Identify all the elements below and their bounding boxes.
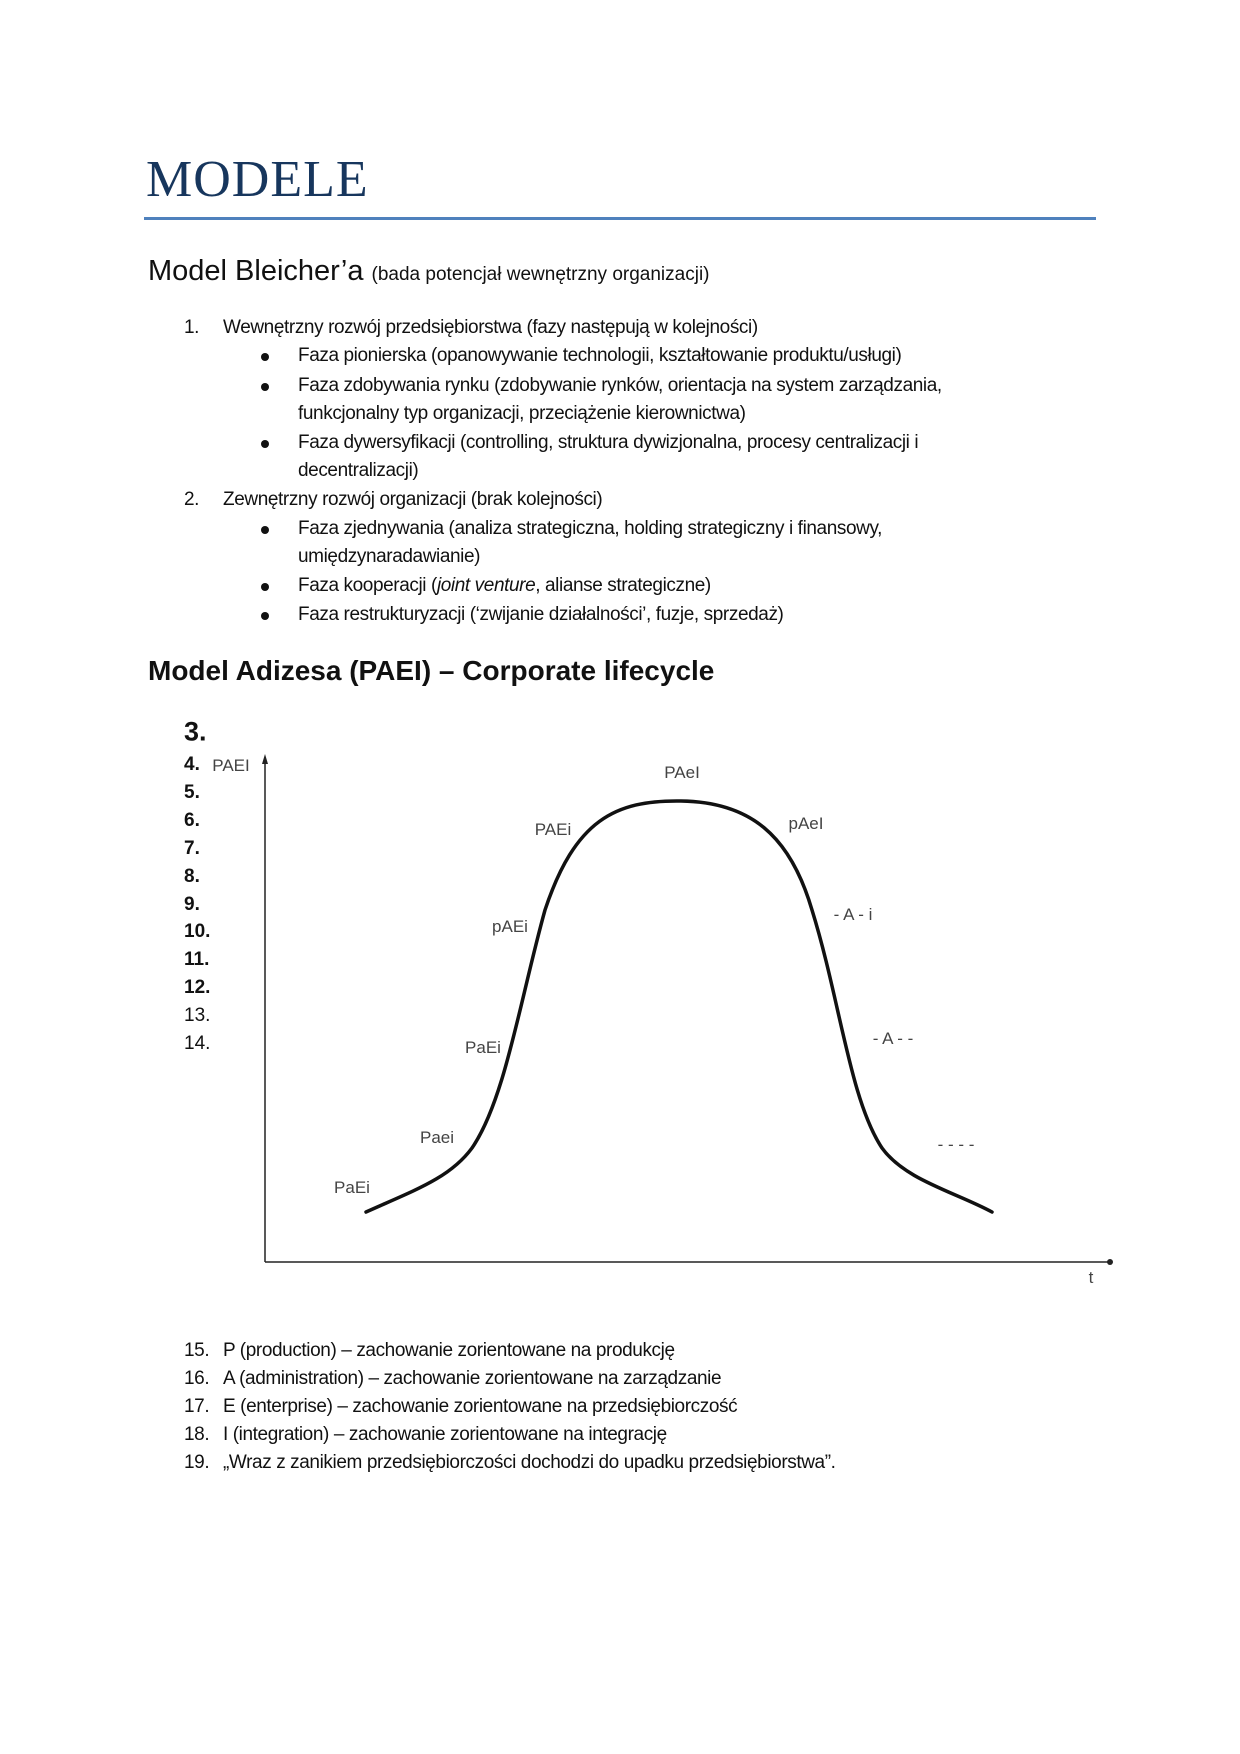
- bullet-item-cont: umiędzynaradawianie): [298, 546, 481, 567]
- list-number: 15.: [184, 1340, 210, 1361]
- x-axis-arrow-icon: [1107, 1259, 1113, 1265]
- stage-label: PaEi: [334, 1178, 370, 1197]
- list-number: 7.: [184, 837, 200, 859]
- list-number: 10.: [184, 921, 211, 943]
- stage-label: PaEi: [465, 1038, 501, 1057]
- y-axis-label: PAEI: [212, 756, 250, 775]
- adizes-heading: Model Adizesa (PAEI) – Corporate lifecycle: [148, 655, 715, 686]
- list-item: Zewnętrzny rozwój organizacji (brak kolejności): [223, 489, 603, 510]
- x-axis-label: t: [1088, 1268, 1094, 1287]
- legend-item: A (administration) – zachowanie zorientowane na zarządzanie: [223, 1368, 722, 1389]
- list-number: 2.: [184, 489, 200, 510]
- list-number: 13.: [184, 1005, 211, 1027]
- list-number: 4.: [184, 754, 200, 775]
- list-number: 18.: [184, 1424, 210, 1445]
- bullet-item-cont: decentralizacji): [298, 460, 419, 481]
- list-number: 11.: [184, 949, 210, 971]
- page-title: MODELE: [146, 151, 369, 208]
- stage-label: Paei: [419, 1128, 455, 1147]
- legend-item: P (production) – zachowanie zorientowane na produkcję: [223, 1340, 675, 1361]
- text: Faza kooperacji (: [298, 575, 437, 596]
- stage-label: - - - -: [937, 1135, 975, 1154]
- bullet-item: Faza pionierska (opanowywanie technologii, kształtowanie produktu/usługi): [298, 345, 902, 366]
- stage-label: pAEi: [492, 917, 528, 936]
- y-axis-arrow-icon: [262, 754, 268, 764]
- bullet-item: Faza zdobywania rynku (zdobywanie rynków, orientacja na system zarządzania,: [298, 375, 942, 396]
- bullet-item: Faza zjednywania (analiza strategiczna, holding strategiczny i finansowy,: [298, 518, 883, 539]
- bullet-item: Faza restrukturyzacji (‘zwijanie działalności’, fuzje, sprzedaż): [298, 604, 784, 625]
- bullet-item-cont: funkcjonalny typ organizacji, przeciążenie kierownictwa): [298, 403, 746, 424]
- lifecycle-curve: [366, 801, 992, 1212]
- list-number: 12.: [184, 977, 211, 999]
- bleicher-heading-text: Model Bleicher’a: [148, 255, 364, 287]
- legend-item: „Wraz z zanikiem przedsiębiorczości dochodzi do upadku przedsiębiorstwa”.: [223, 1452, 836, 1473]
- list-number: 5.: [184, 781, 200, 803]
- list-number: 1.: [184, 317, 200, 338]
- legend-item: I (integration) – zachowanie zorientowane na integrację: [223, 1424, 667, 1445]
- list-number: 9.: [184, 893, 200, 915]
- stage-label: - A - -: [872, 1029, 914, 1048]
- bleicher-subheading: (bada potencjał wewnętrzny organizacji): [371, 264, 710, 285]
- text: , alianse strategiczne): [535, 575, 711, 596]
- list-number: 8.: [184, 865, 200, 887]
- list-number: 17.: [184, 1396, 210, 1417]
- list-number: 16.: [184, 1368, 210, 1389]
- bullet-item: Faza dywersyfikacji (controlling, struktura dywizjonalna, procesy centralizacji i: [298, 432, 919, 453]
- stage-label: PAeI: [664, 763, 700, 782]
- list-item: Wewnętrzny rozwój przedsiębiorstwa (fazy następują w kolejności): [223, 317, 758, 338]
- stage-label: PAEi: [534, 820, 572, 839]
- italic-term: joint venture: [436, 575, 536, 596]
- list-number: 14.: [184, 1033, 211, 1054]
- legend-item: E (enterprise) – zachowanie zorientowane na przedsiębiorczość: [223, 1396, 738, 1417]
- list-number: 6.: [184, 809, 200, 831]
- stage-label: pAeI: [788, 814, 824, 833]
- list-number: 3.: [184, 716, 207, 747]
- list-number: 19.: [184, 1452, 210, 1473]
- stage-label: - A - i: [833, 905, 873, 924]
